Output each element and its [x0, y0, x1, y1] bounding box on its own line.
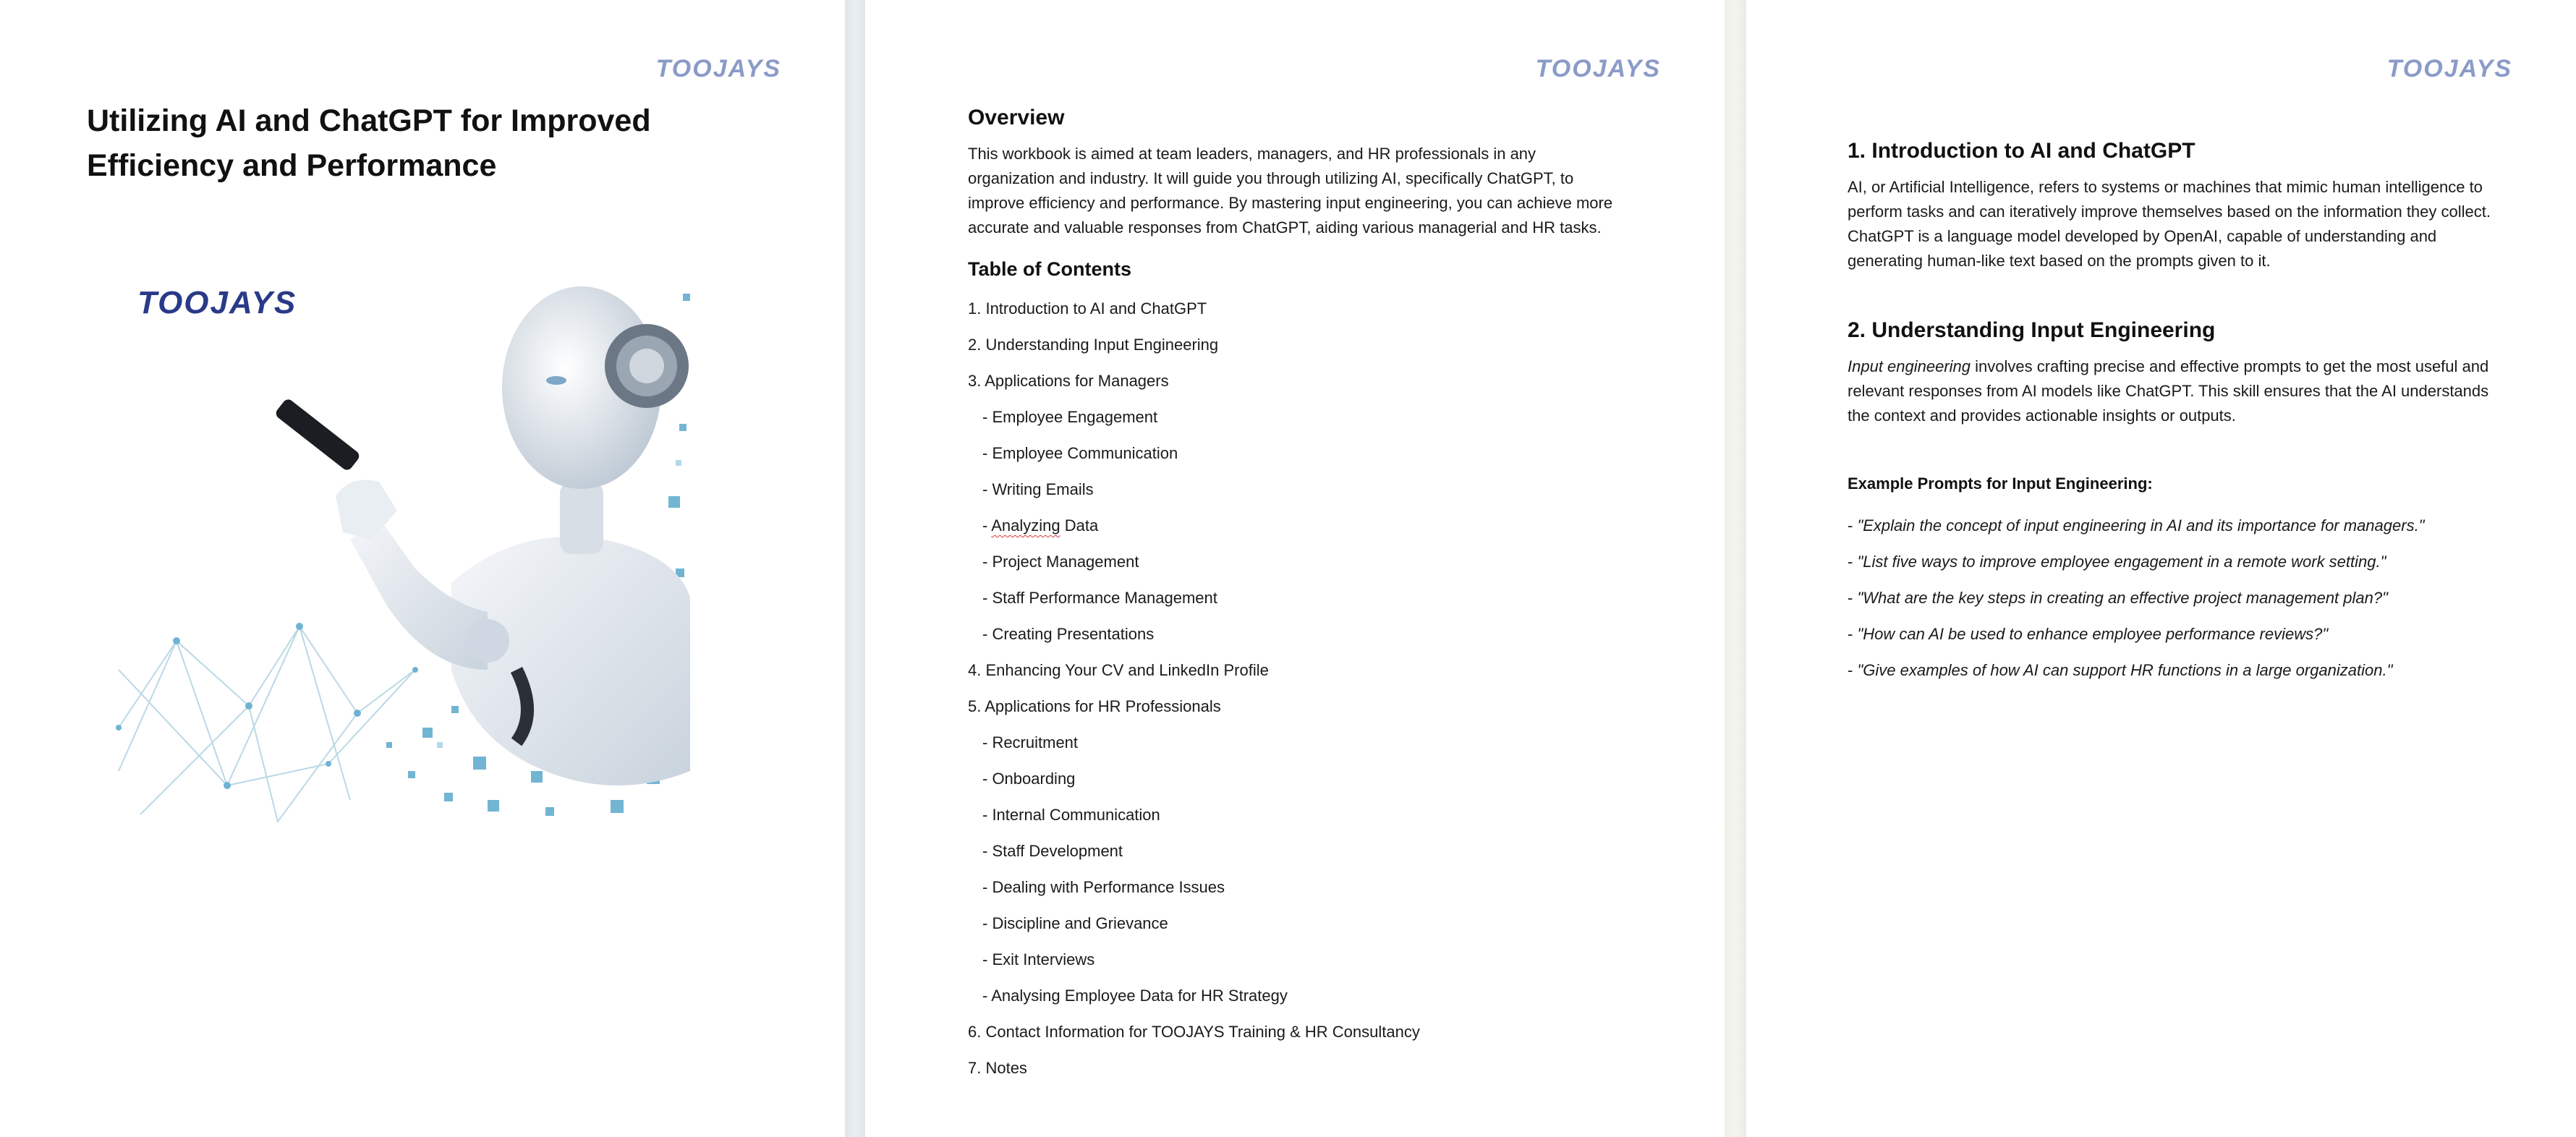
document-page-1 — [0, 0, 845, 1137]
table-of-contents — [968, 291, 1619, 1086]
intro-text: AI, or Artificial Intelligence, refers to systems or machines that mimic human intelligence to perform tasks and can iteratively improve themselves based on the information they collect. ChatGPT is a language model developed by OpenAI, capable of understanding and generating human-like text based on the prompts given to it. — [1848, 178, 2491, 270]
document-page-2 — [865, 0, 1725, 1137]
document-title: Utilizing AI and ChatGPT for Improved Efficiency and Performance — [87, 103, 651, 183]
overview-heading: Overview — [968, 106, 1065, 129]
toc-item[interactable]: 1. Introduction to AI and ChatGPT — [968, 299, 1207, 318]
toc-item[interactable]: 6. Contact Information for TOOJAYS Training & HR Consultancy — [968, 1023, 1420, 1041]
prompt-item: - "Give examples of how AI can support HR functions in a large organization." — [1848, 661, 2393, 679]
toc-item[interactable]: 7. Notes — [968, 1059, 1027, 1077]
toc-subitem[interactable]: - Dealing with Performance Issues — [982, 878, 1225, 896]
intro-section — [1848, 137, 2506, 273]
prompt-item: - "How can AI be used to enhance employee performance reviews?" — [1848, 625, 2329, 643]
toc-subitem[interactable]: - Staff Development — [982, 842, 1123, 860]
header-logo: TOOJAYS — [2386, 55, 2512, 82]
input-engineering-text: Input engineering involves crafting precise and effective prompts to get the most useful and relevant responses from AI models like ChatGPT. This skill ensures that the AI understands the context and provides actionable insights or outputs. — [1848, 357, 2489, 425]
toc-subitem[interactable]: - Internal Communication — [982, 806, 1160, 824]
input-engineering-heading: 2. Understanding Input Engineering — [1848, 318, 2216, 342]
toc-subitem[interactable]: - Onboarding — [982, 770, 1076, 788]
toc-subitem[interactable]: - Project Management — [982, 553, 1139, 571]
header-logo: TOOJAYS — [1535, 55, 1661, 82]
header-logo: TOOJAYS — [655, 55, 781, 82]
overview-text: This workbook is aimed at team leaders, managers, and HR professionals in any organization and industry. It will guide you through utilizing AI, specifically ChatGPT, to improve efficiency and performance. By mastering input engineering, you can achieve more accurate and valuable responses from ChatGPT, aiding various managerial and HR tasks. — [968, 145, 1613, 237]
robot-illustration-icon — [111, 265, 693, 836]
page-gutter — [845, 0, 865, 1137]
example-prompts-heading: Example Prompts for Input Engineering: — [1848, 474, 2153, 493]
spellcheck-flagged-word[interactable]: Analyzing — [991, 516, 1060, 535]
toc-subitem[interactable]: - Analysing Employee Data for HR Strategy — [982, 987, 1288, 1005]
toc-subitem[interactable]: - Exit Interviews — [982, 950, 1095, 968]
toc-subitem[interactable]: - Writing Emails — [982, 480, 1094, 498]
page-gutter — [1725, 0, 1746, 1137]
toc-heading: Table of Contents — [968, 258, 1131, 280]
intro-heading: 1. Introduction to AI and ChatGPT — [1848, 139, 2195, 163]
toc-subitem[interactable]: - Employee Engagement — [982, 408, 1158, 426]
toc-subitem[interactable]: - Creating Presentations — [982, 625, 1155, 643]
toc-subitem[interactable]: - Employee Communication — [982, 444, 1178, 462]
cover-logo: TOOJAYS — [137, 285, 297, 320]
input-engineering-section — [1848, 317, 2506, 428]
example-prompts-section — [1848, 472, 2506, 689]
prompt-item: - "List five ways to improve employee engagement in a remote work setting." — [1848, 553, 2386, 571]
toc-item[interactable]: 5. Applications for HR Professionals — [968, 697, 1221, 715]
toc-item[interactable]: 4. Enhancing Your CV and LinkedIn Profile — [968, 661, 1269, 679]
toc-subitem[interactable]: - Recruitment — [982, 733, 1079, 751]
prompt-item: - "Explain the concept of input engineering in AI and its importance for managers." — [1848, 516, 2425, 535]
toc-item[interactable]: 2. Understanding Input Engineering — [968, 336, 1219, 354]
toc-subitem[interactable]: - Staff Performance Management — [982, 589, 1217, 607]
document-page-3 — [1746, 0, 2576, 1137]
prompt-item: - "What are the key steps in creating an effective project management plan?" — [1848, 589, 2388, 607]
toc-item[interactable]: 3. Applications for Managers — [968, 372, 1169, 390]
cover-image[interactable] — [111, 265, 693, 836]
example-prompts-list — [1848, 508, 2506, 689]
toc-subitem[interactable]: - Discipline and Grievance — [982, 914, 1168, 932]
toc-subitem[interactable]: - Analyzing Data — [982, 516, 1099, 535]
